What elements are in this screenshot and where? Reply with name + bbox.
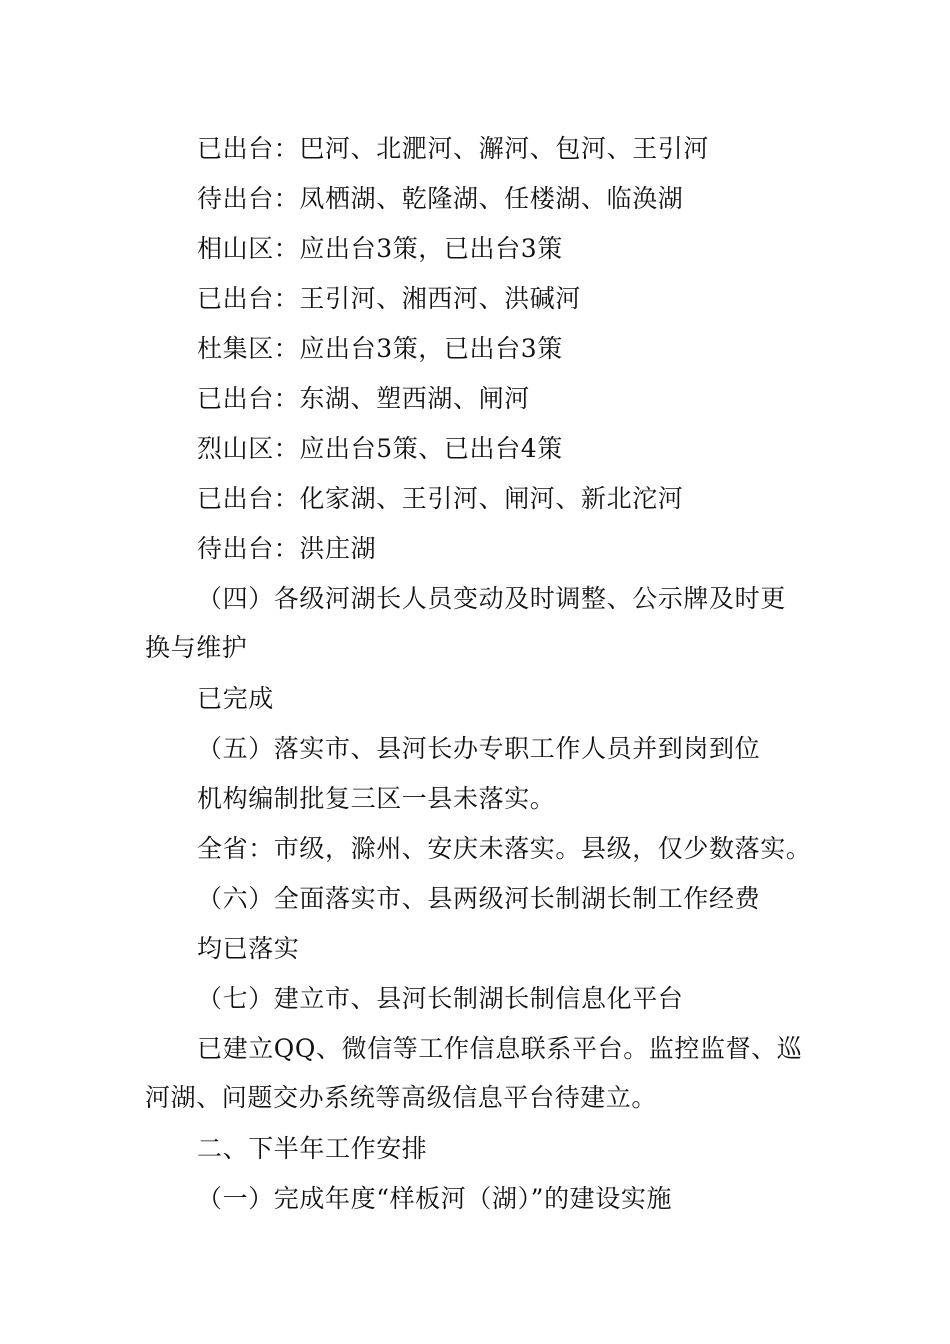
text-line: 已出台：东湖、塑西湖、闸河 [197,384,530,413]
text-line: 杜集区：应出台3策，已出台3策 [197,334,563,363]
text-line: 待出台：洪庄湖 [197,534,377,563]
text-line: 已完成 [197,684,274,713]
section-heading: （六）全面落实市、县两级河长制湖长制工作经费 [197,884,761,913]
text-line: 均已落实 [197,934,300,963]
text-line: 已出台：化家湖、王引河、闸河、新北沱河 [197,484,684,513]
text-line: 待出台：凤栖湖、乾隆湖、任楼湖、临涣湖 [197,184,684,213]
text-line: 烈山区：应出台5策、已出台4策 [197,434,563,463]
text-line: 已出台：王引河、湘西河、洪碱河 [197,284,582,313]
text-line: 机构编制批复三区一县未落实。 [197,784,556,813]
chapter-heading: 二、下半年工作安排 [197,1134,428,1163]
text-line: 已建立QQ、微信等工作信息联系平台。监控监督、巡 [197,1034,803,1063]
section-heading: （五）落实市、县河长办专职工作人员并到岗到位 [197,734,761,763]
section-heading: （四）各级河湖长人员变动及时调整、公示牌及时更 [197,584,786,613]
text-line: 已出台：巴河、北淝河、澥河、包河、王引河 [197,134,710,163]
section-heading: （一）完成年度“样板河（湖）”的建设实施 [197,1184,673,1213]
section-heading-continued: 换与维护 [145,633,248,662]
text-line: 相山区：应出台3策，已出台3策 [197,234,563,263]
text-line-continued: 河湖、问题交办系统等高级信息平台待建立。 [145,1083,658,1112]
text-line: 全省：市级，滁州、安庆未落实。县级，仅少数落实。 [197,834,812,863]
section-heading: （七）建立市、县河长制湖长制信息化平台 [197,984,684,1013]
